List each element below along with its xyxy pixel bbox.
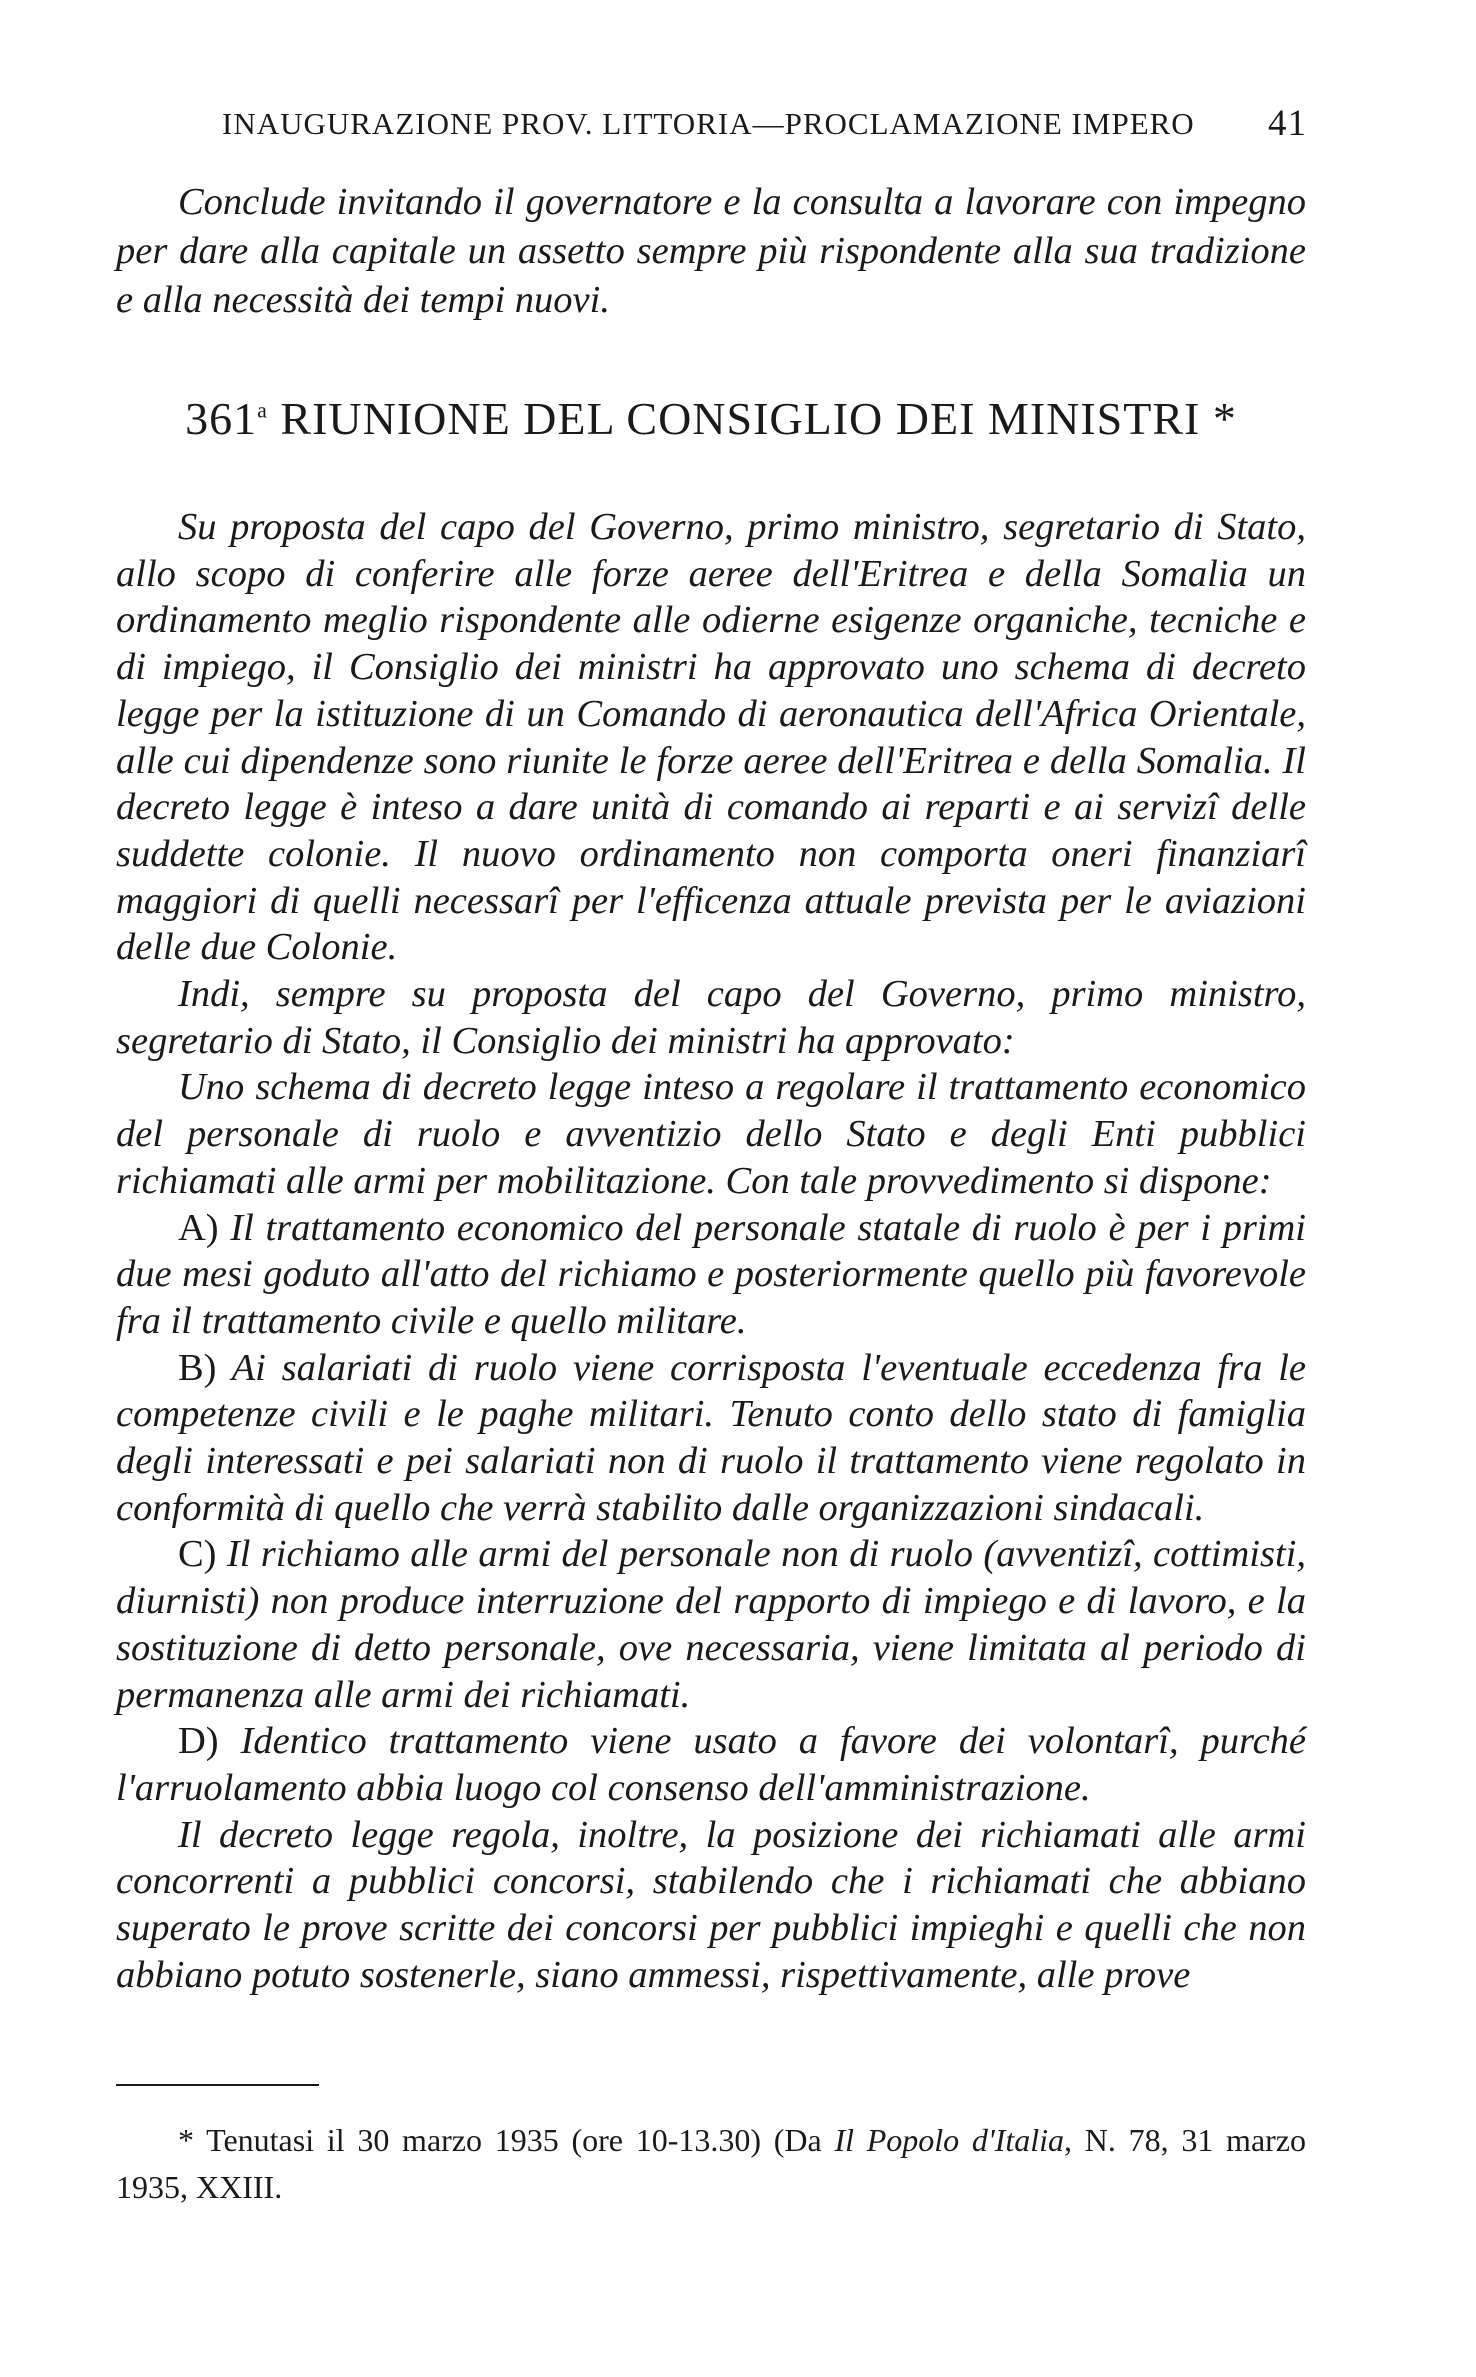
meeting-ordinal: a <box>257 397 268 423</box>
page-number: 41 <box>1268 103 1307 144</box>
list-item-text: Identico trattamento viene usato a favore dei volontarî, purché l'arruolamento abbia luogo col consenso dell'amministrazione. <box>116 1720 1306 1809</box>
list-item-text: Il richiamo alle armi del personale non di ruolo (avventizî, cottimisti, diurnisti) non produce interruzione del rapporto di impiego e di lavoro, e la sostituzione di detto personale, ove necessaria, viene limitata al periodo di permanenza alle armi dei richiamati. <box>116 1533 1306 1716</box>
list-item-a <box>116 1205 1306 1345</box>
list-marker: B) <box>178 1346 217 1389</box>
list-item-c <box>116 1531 1306 1718</box>
footnote <box>116 2117 1306 2211</box>
list-marker: A) <box>178 1206 219 1249</box>
intro-paragraph-block <box>116 178 1306 325</box>
meeting-number: 361 <box>185 393 258 444</box>
paragraph-decree-scheme: Uno schema di decreto legge inteso a regolare il trattamento economico del personale di ruolo e avventizio dello Stato e degli Enti pubblici richiamati alle armi per mobilitazione. Con tale provvedimento si dispone: <box>116 1066 1306 1202</box>
meeting-title-text: RIUNIONE DEL CONSIGLIO DEI MINISTRI * <box>267 393 1237 444</box>
intro-paragraph: Conclude invitando il governatore e la consulta a lavorare con impegno per dare alla capitale un assetto sempre più rispondente alla sua tradizione e alla necessità dei tempi nuovi. <box>116 181 1306 321</box>
list-item-d <box>116 1718 1306 1811</box>
footnote-divider <box>116 2084 319 2086</box>
list-marker: C) <box>178 1533 217 1576</box>
paragraph-indi: Indi, sempre su proposta del capo del Governo, primo ministro, segretario di Stato, il Consiglio dei ministri ha approvato: <box>116 973 1306 1062</box>
footnote-part-2: , N. 78, 31 marzo 1935, XXIII. <box>116 2122 1307 2205</box>
running-title: INAUGURAZIONE PROV. LITTORIA—PROCLAMAZIONE IMPERO <box>222 106 1195 141</box>
footnote-source: Il Popolo d'Italia <box>834 2122 1065 2158</box>
footnote-text <box>116 2117 1306 2211</box>
body-text <box>116 504 1306 1999</box>
paragraph-air-forces: Su proposta del capo del Governo, primo ministro, segretario di Stato, allo scopo di conferire alle forze aeree dell'Eritrea e della Somalia un ordinamento meglio rispondente alle odierne esigenze organiche, tecniche e di impiego, il Consiglio dei ministri ha approvato uno schema di decreto legge per la istituzione di un Comando di aeronautica dell'Africa Orientale, alle cui dipendenze sono riunite le forze aeree dell'Eritrea e della Somalia. Il decreto legge è inteso a dare unità di comando ai reparti e ai servizî delle suddette colonie. Il nuovo ordinamento non comporta oneri finanziarî maggiori di quelli necessarî per l'efficenza attuale prevista per le aviazioni delle due Colonie. <box>116 506 1306 969</box>
paragraph-concorsi: Il decreto legge regola, inoltre, la posizione dei richiamati alle armi concorrenti a pubblici concorsi, stabilendo che i richiamati che abbiano superato le prove scritte dei concorsi per pubblici impieghi e quelli che non abbiano potuto sostenerle, siano ammessi, rispettivamente, alle prove <box>116 1813 1306 1996</box>
footnote-part-1: * Tenutasi il 30 marzo 1935 (ore 10-13.30) (Da <box>178 2122 835 2158</box>
list-item-text: Il trattamento economico del personale statale di ruolo è per i primi due mesi goduto all'atto del richiamo e posteriormente quello più favorevole fra il trattamento civile e quello militare. <box>116 1206 1306 1342</box>
list-marker: D) <box>178 1720 219 1763</box>
meeting-title <box>116 392 1306 445</box>
list-item-text: Ai salariati di ruolo viene corrisposta l'eventuale eccedenza fra le competenze civili e le paghe militari. Tenuto conto dello stato di famiglia degli interessati e pei salariati non di ruolo il trattamento viene regolato in conformità di quello che verrà stabilito dalle organizzazioni sindacali. <box>116 1346 1306 1529</box>
list-item-b <box>116 1345 1306 1532</box>
running-header <box>222 98 1307 148</box>
